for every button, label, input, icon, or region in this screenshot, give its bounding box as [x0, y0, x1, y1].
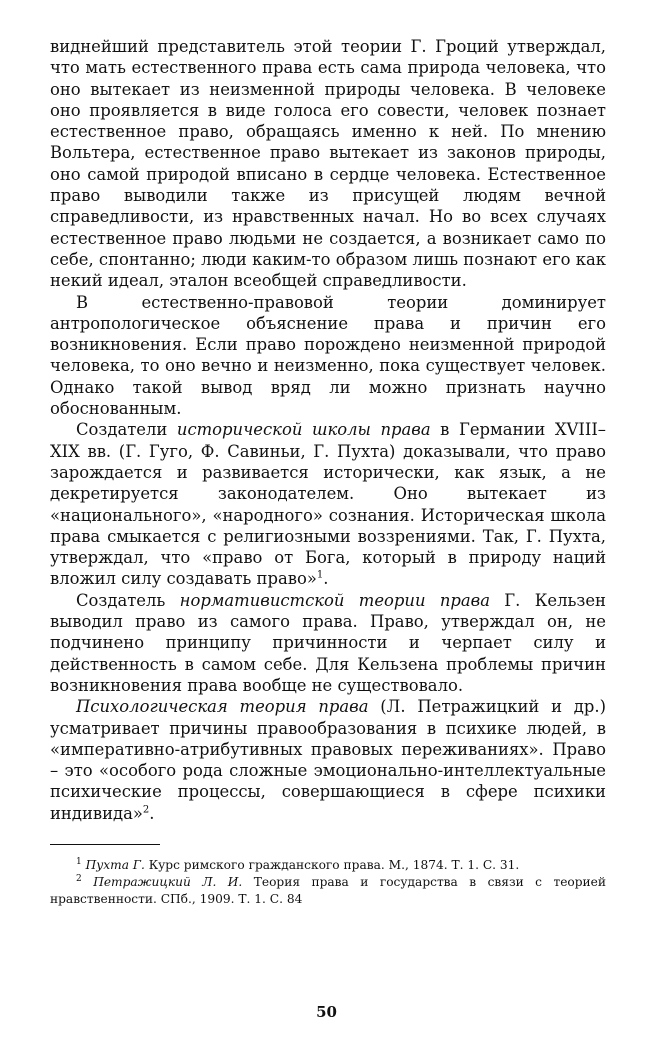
- paragraph-1: виднейший представитель этой теории Г. Гроций утверждал, что мать естественного права есть сама природа человека, что оно вытекает из неизменной природы человека. В человеке оно проявляется в виде голоса его совести, человек познает естественное право, обращаясь именно к ней. По мнению Вольтера, естественное право вытекает из законов природы, оно самой природой вписано в сердце человека. Естественное право выводили также из присущей людям вечной справедливости, из нравственных начал. Но во всех случаях естественное право людьми не создается, а возникает само по себе, спонтанно; люди каким-то образом лишь познают его как некий идеал, эталон всеобщей справедливости.: [50, 37, 606, 291]
- footnote-1-number: 1: [76, 856, 82, 867]
- footnote-1-text: Курс римского гражданского права. М., 1874. Т. 1. С. 31.: [144, 857, 520, 872]
- paragraph-3-start: Создатели: [76, 420, 177, 440]
- footnote-1-author: Пухта Г.: [85, 857, 145, 872]
- footnote-2-number: 2: [76, 873, 82, 884]
- footnote-divider: [50, 844, 160, 845]
- term-historical-school: исторической школы права: [176, 420, 431, 440]
- footnote-2: [50, 874, 606, 908]
- main-text: [50, 36, 606, 824]
- footnote-1: [50, 857, 606, 874]
- footnote-2-text: Теория права и государства в связи с теорией нравственности. СПб., 1909. Т. 1. С. 84: [50, 874, 606, 906]
- paragraph-3-end: .: [323, 569, 329, 589]
- footnote-ref-1[interactable]: 1: [316, 569, 324, 581]
- paragraph-4: [50, 590, 606, 696]
- paragraph-2: В естественно-правовой теории доминирует антропологическое объяснение права и причин его возникновения. Если право порождено неизменной природой человека, то оно вечно и неизменно, пока существует человек. Однако такой вывод вряд ли можно признать научно обоснованным.: [50, 292, 606, 419]
- page-number: 50: [316, 1003, 337, 1021]
- paragraph-5: [50, 696, 606, 824]
- paragraph-5-end: .: [149, 803, 155, 823]
- paragraph-5-body: (Л. Петражицкий и др.) усматривает причины правообразования в психике людей, в «императивно-атрибутивных правовых переживаниях». Право – это «особого рода сложные эмоционально-интеллектуальные психические процессы, совершающиеся в сфере психики индивида»: [50, 697, 606, 823]
- paragraph-4-start: Создатель: [76, 590, 180, 610]
- footnote-ref-2[interactable]: 2: [142, 804, 150, 816]
- term-psychological-theory: Психологическая теория права: [76, 697, 369, 717]
- paragraph-4-body: Г. Кельзен выводил право из самого права. Право, утверждал он, не подчинено принципу причинности и черпает силу и действенность в самом себе. Для Кельзена проблемы причин возникновения права вообще не существовало.: [50, 590, 606, 695]
- paragraph-3-body: в Германии XVIII–XIX вв. (Г. Гуго, Ф. Савиньи, Г. Пухта) доказывали, что право зарождается и развивается исторически, как язык, а не декретируется законодателем. Оно вытекает из «национального», «народного» сознания. Историческая школа права смыкается с религиозными воззрениями. Так, Г. Пухта, утверждал, что «право от Бога, который в природу наций вложил силу создавать право»: [50, 420, 606, 589]
- paragraph-3: [50, 419, 606, 589]
- footnote-2-author: Петражицкий Л. И.: [93, 874, 243, 889]
- term-normativist-theory: нормативистской теории права: [179, 590, 490, 610]
- footnotes: [50, 857, 606, 908]
- page-content: [50, 36, 606, 908]
